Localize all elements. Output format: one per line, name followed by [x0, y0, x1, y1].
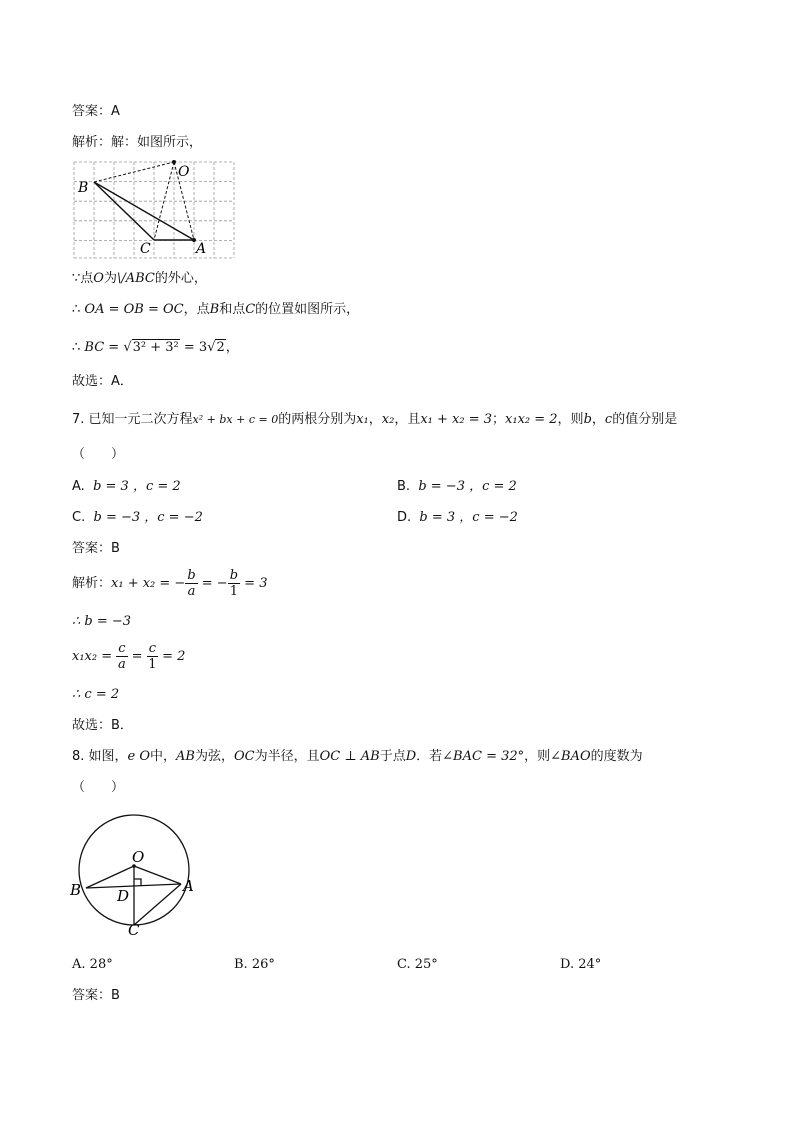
q8-circle-figure — [66, 808, 206, 938]
q6-line-circumcenter: ∵点O为\/ABC的外心， — [72, 271, 207, 286]
q7-b-result: ∴ b = −3 — [72, 614, 132, 629]
q8-fig-label-c: C — [128, 921, 140, 938]
q7-option-b[interactable]: B. b = −3 ，c = 2 — [397, 479, 517, 494]
q6-fig-label-o: O — [178, 164, 190, 180]
q7-fraction-c-over-1: $\frac{c}{1}$ — [148, 641, 157, 672]
q7-analysis-sum: 解析：x₁ + x₂ = − $\frac{b}{a}$ = − $\frac{b}{1}$ = 3 — [72, 568, 268, 599]
q6-grid-figure — [72, 160, 236, 260]
q7-fraction-b-over-1: $\frac{b}{1}$ — [229, 568, 239, 599]
q7-option-a[interactable]: A. b = 3 ，c = 2 — [72, 479, 181, 494]
q7-choose: 故选：B． — [72, 718, 133, 733]
q6-fig-label-a: A — [196, 241, 207, 257]
q6-line-equal-radii: ∴ OA = OB = OC，点B和点C的位置如图所示， — [72, 302, 360, 317]
q6-answer: 答案：A — [72, 104, 120, 119]
q6-choose: 故选：A． — [72, 374, 133, 389]
q7-fraction-c-over-a: $\frac{c}{a}$ — [118, 641, 126, 672]
q8-fig-label-d: D — [117, 887, 130, 905]
q8-fig-label-b: B — [70, 881, 82, 899]
q7-c-result: ∴ c = 2 — [72, 687, 120, 702]
q7-option-d[interactable]: D. b = 3 ，c = −2 — [397, 510, 518, 525]
q7-answer: 答案：B — [72, 541, 120, 556]
q6-fig-label-b: B — [78, 180, 89, 196]
q6-fig-label-c: C — [140, 241, 151, 257]
q6-line-bc-length: ∴ BC = √3² + 3² = 3√2， — [72, 340, 239, 355]
q8-stem: 8. 如图，e O中，AB为弦，OC为半径，且OC ⊥ AB于点D．若∠BAC = 32°，则∠BAO的度数为 — [72, 749, 643, 764]
q8-paren: （ ） — [72, 780, 125, 795]
q8-fig-label-o: O — [132, 848, 145, 866]
q8-option-a[interactable]: A. 28° — [72, 957, 113, 972]
q6-analysis-intro: 解析：解：如图所示， — [72, 135, 203, 150]
q7-option-c[interactable]: C. b = −3 ，c = −2 — [72, 510, 203, 525]
q8-answer: 答案：B — [72, 988, 120, 1003]
q8-option-b[interactable]: B. 26° — [234, 957, 275, 972]
q7-fraction-b-over-a: $\frac{b}{a}$ — [187, 568, 196, 599]
q8-option-d[interactable]: D. 24° — [560, 957, 602, 972]
q7-paren: （ ） — [72, 447, 125, 462]
q8-fig-label-a: A — [183, 877, 194, 895]
q7-analysis-product: x₁x₂ = $\frac{c}{a}$ = $\frac{c}{1}$ = 2 — [72, 641, 186, 672]
q8-option-c[interactable]: C. 25° — [397, 957, 438, 972]
q7-stem: 7. 已知一元二次方程x² + bx + c = 0的两根分别为x₁，x₂，且x₁ + x₂ = 3；x₁x₂ = 2，则b，c的值分别是 — [72, 412, 678, 427]
